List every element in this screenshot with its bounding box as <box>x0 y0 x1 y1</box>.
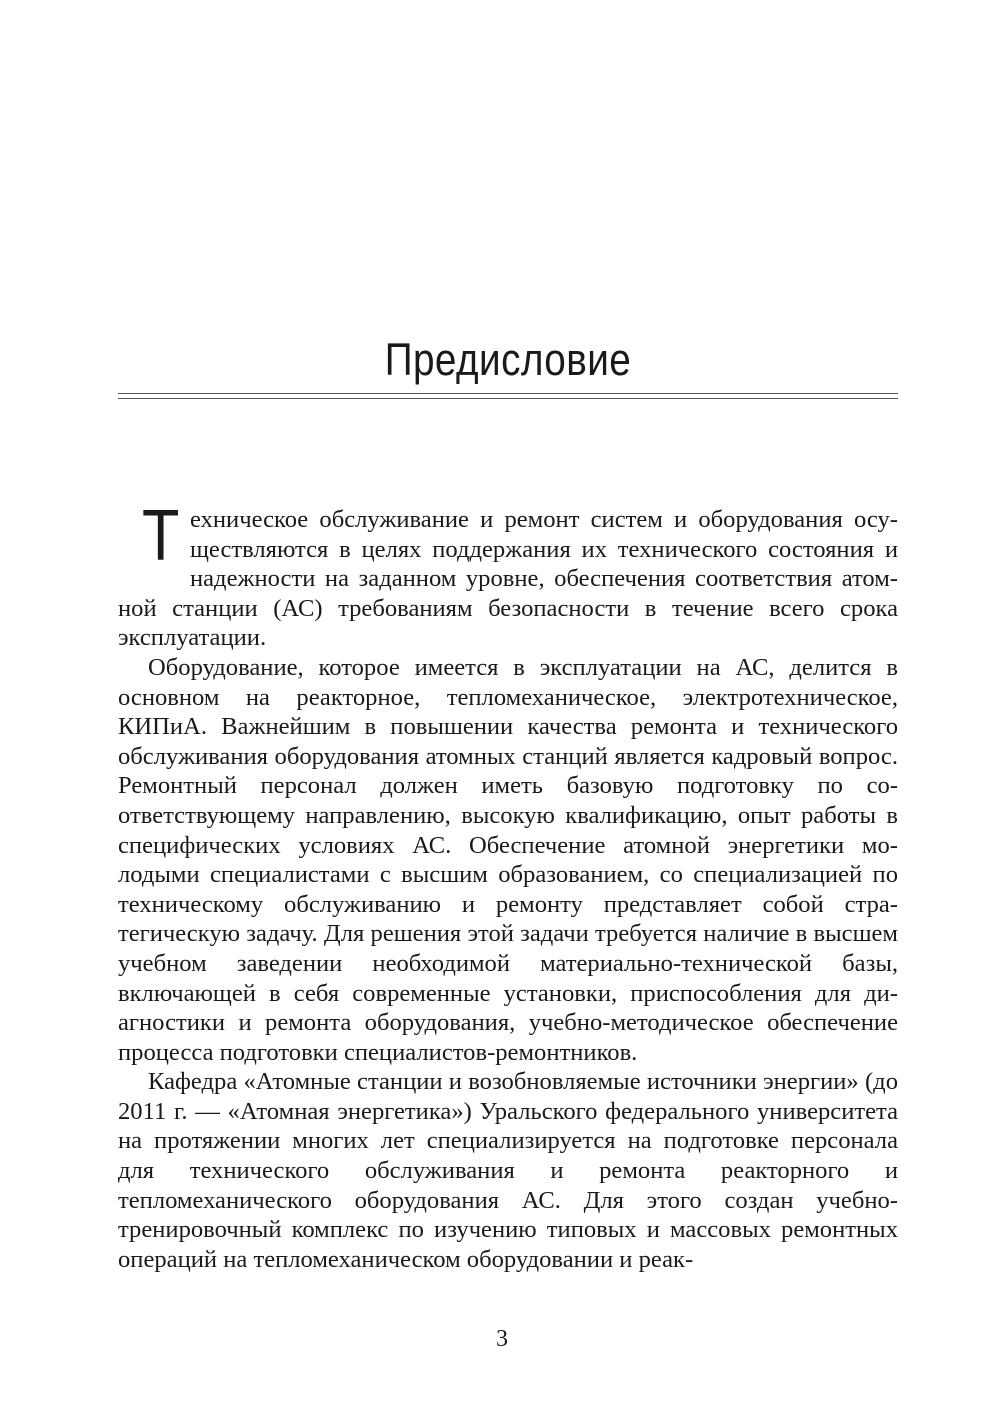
body-text <box>118 496 898 1274</box>
paragraph-3: Кафедра «Атомные станции и возобновляемые источники энергии» (до 2011 г. — «Атомная энергетика») Уральского федерального университета на протяжении многих лет специализируется на подготовке персонала для технического обслуживания и ремонта реакторного и тепломеханического оборудования АС. Для этого создан учебно-тренировочный комплекс по изучению типовых и массовых ремонтных операций на тепломеханическом оборудовании и реак- <box>118 1068 898 1273</box>
page-number: 3 <box>496 1326 508 1352</box>
title-double-rule <box>118 393 898 399</box>
paragraph-1 <box>118 496 898 653</box>
chapter-title: Предисловие <box>384 334 632 385</box>
paragraph-2: Оборудование, которое имеется в эксплуатации на АС, делится в основном на реакторное, тепломеханическое, электротехническое, КИПиА. Важнейшим в повышении качества ремонта и технического обслуживания оборудования атомных станций является кадровый вопрос. Ремонтный персонал должен иметь базовую подготовку по соответствующему направлению, высокую квалификацию, опыт работы в специфических условиях АС. Обеспечение атомной энергетики молодыми специалистами с высшим образованием, со специализацией по техническому обслуживанию и ремонту представляет собой стратегическую задачу. Для решения этой задачи требуется наличие в высшем учебном заведении необходимой материально-технической базы, включающей в себя современные установки, приспособления для диагностики и ремонта оборудования, учебно-методическое обеспечение процесса подготовки специалистов-ремонтников. <box>118 653 898 1066</box>
drop-cap: Т <box>142 496 180 576</box>
paragraph-1-text: ехническое обслуживание и ремонт систем и оборудования осуществляются в целях поддержания их технического состояния и надежности на заданном уровне, обеспечения соответствия атомной станции (АС) требованиям безопасности в течение всего срока эксплуатации. <box>118 506 898 652</box>
